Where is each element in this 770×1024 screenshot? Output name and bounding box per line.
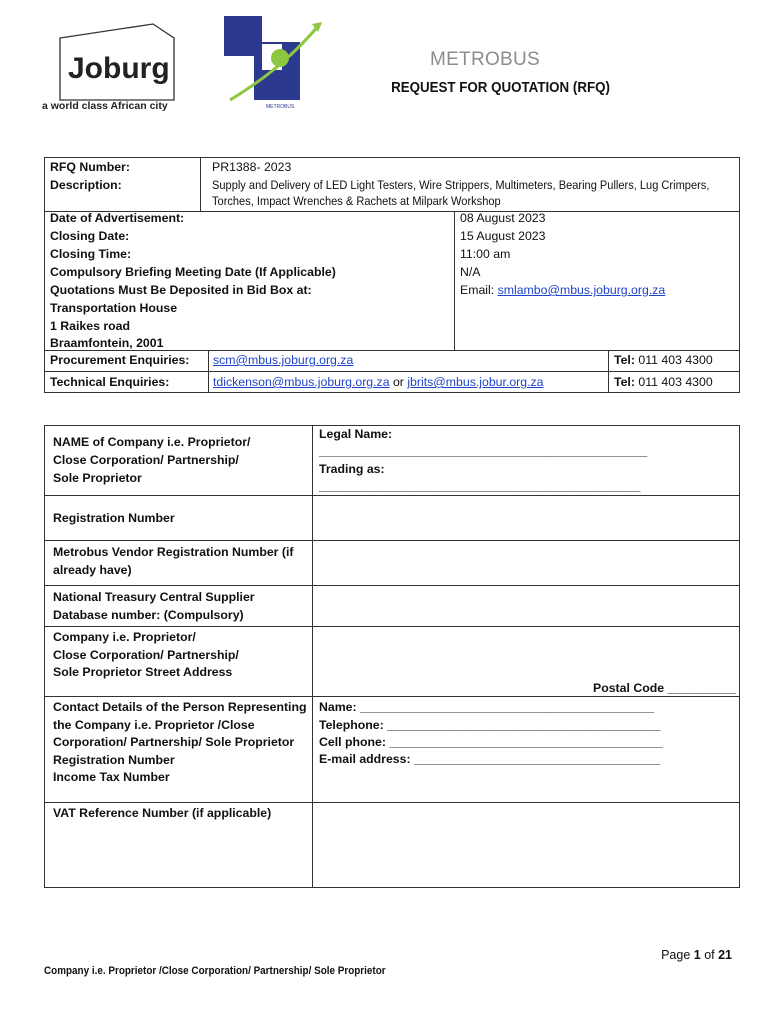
treasury-label-2: Database number: (Compulsory) xyxy=(53,608,244,622)
divider xyxy=(45,626,739,627)
contact-cellphone-field[interactable]: Cell phone: ________________________________________ xyxy=(319,735,663,749)
postal-code-field[interactable]: Postal Code __________ xyxy=(593,681,736,695)
joburg-logo-text: Joburg xyxy=(68,52,170,85)
tel-label: Tel: xyxy=(614,353,635,367)
page-title: METROBUS xyxy=(429,49,541,70)
procurement-email-link[interactable]: scm@mbus.joburg.org.za xyxy=(213,353,354,367)
page-of: of xyxy=(700,948,719,962)
procurement-enquiries-label: Procurement Enquiries: xyxy=(50,353,190,367)
street-address-label-3: Sole Proprietor Street Address xyxy=(53,665,233,679)
page-total: 21 xyxy=(718,948,732,962)
briefing-meeting-value: N/A xyxy=(460,265,481,279)
description-label: Description: xyxy=(50,178,122,192)
divider xyxy=(45,585,739,586)
company-details-table xyxy=(44,425,740,888)
metrobus-logo-caption: METROBUS xyxy=(266,104,295,110)
address-line-2: 1 Raikes road xyxy=(50,319,130,333)
procurement-tel xyxy=(614,353,713,367)
technical-emails xyxy=(213,375,544,389)
street-address-label-1: Company i.e. Proprietor/ xyxy=(53,630,196,644)
divider xyxy=(45,371,739,372)
joburg-logo xyxy=(38,12,188,112)
deposit-email xyxy=(460,283,665,297)
description-line-2: Torches, Impact Wrenches & Rachets at Milpark Workshop xyxy=(212,194,501,208)
contact-label-1: Contact Details of the Person Representing xyxy=(53,700,307,714)
divider xyxy=(45,802,739,803)
trading-as-field[interactable]: _______________________________________________ xyxy=(319,479,641,493)
company-name-label-3: Sole Proprietor xyxy=(53,471,142,485)
deposit-email-link[interactable]: smlambo@mbus.joburg.org.za xyxy=(497,283,666,297)
contact-email-field[interactable]: E-mail address: ____________________________________ xyxy=(319,752,661,766)
technical-tel xyxy=(614,375,713,389)
closing-date-value: 15 August 2023 xyxy=(460,229,546,243)
joburg-tagline: a world class African city xyxy=(42,100,168,112)
contact-telephone-field[interactable]: Telephone: ________________________________________ xyxy=(319,718,661,732)
divider xyxy=(45,540,739,541)
street-address-label-2: Close Corporation/ Partnership/ xyxy=(53,648,239,662)
advertisement-date-label: Date of Advertisement: xyxy=(50,211,185,225)
income-tax-label: Income Tax Number xyxy=(53,770,170,784)
tel-label: Tel: xyxy=(614,375,635,389)
page-subtitle: REQUEST FOR QUOTATION (RFQ) xyxy=(391,80,610,96)
tel-number: 011 403 4300 xyxy=(634,375,713,389)
or-text: or xyxy=(389,375,408,389)
vat-number-label: VAT Reference Number (if applicable) xyxy=(53,806,272,820)
company-name-label-2: Close Corporation/ Partnership/ xyxy=(53,453,239,467)
page-prefix: Page xyxy=(661,948,694,962)
contact-label-3: Corporation/ Partnership/ Sole Proprietor xyxy=(53,735,295,749)
technical-enquiries-label: Technical Enquiries: xyxy=(50,375,170,389)
trading-as-label: Trading as: xyxy=(319,462,385,476)
email-prefix: Email: xyxy=(460,283,498,297)
legal-name-label: Legal Name: xyxy=(319,427,393,441)
address-line-3: Braamfontein, 2001 xyxy=(50,336,164,350)
vendor-registration-label-1: Metrobus Vendor Registration Number (if xyxy=(53,545,294,559)
briefing-meeting-label: Compulsory Briefing Meeting Date (If Applicable) xyxy=(50,265,336,279)
divider xyxy=(454,211,455,351)
page-number xyxy=(661,948,732,962)
treasury-label-1: National Treasury Central Supplier xyxy=(53,590,255,604)
divider xyxy=(200,158,201,212)
divider xyxy=(45,350,739,351)
metrobus-logo xyxy=(216,14,326,110)
tel-number: 011 403 4300 xyxy=(634,353,713,367)
technical-email-link-1[interactable]: tdickenson@mbus.joburg.org.za xyxy=(213,375,390,389)
footer-company-line: Company i.e. Proprietor /Close Corporation/ Partnership/ Sole Proprietor xyxy=(44,965,386,977)
contact-label-2: the Company i.e. Proprietor /Close xyxy=(53,718,255,732)
rfq-info-table xyxy=(44,157,740,393)
rfq-number-value: PR1388- 2023 xyxy=(212,160,292,174)
description-line-1: Supply and Delivery of LED Light Testers, Wire Strippers, Multimeters, Bearing Pullers, Lug Crimpers, xyxy=(212,178,710,192)
closing-time-value: 11:00 am xyxy=(460,247,511,261)
closing-time-label: Closing Time: xyxy=(50,247,132,261)
company-name-label-1: NAME of Company i.e. Proprietor/ xyxy=(53,435,251,449)
contact-name-field[interactable]: Name: ___________________________________________ xyxy=(319,700,655,714)
rfq-number-label: RFQ Number: xyxy=(50,160,130,174)
vendor-registration-label-2: already have) xyxy=(53,563,132,577)
legal-name-field[interactable]: ________________________________________________ xyxy=(319,444,648,458)
address-line-1: Transportation House xyxy=(50,301,178,315)
page-current: 1 xyxy=(693,948,701,962)
advertisement-date-value: 08 August 2023 xyxy=(460,211,546,225)
contact-label-4: Registration Number xyxy=(53,753,175,767)
technical-email-link-2[interactable]: jbrits@mbus.jobur.org.za xyxy=(407,375,544,389)
deposit-label: Quotations Must Be Deposited in Bid Box at: xyxy=(50,283,312,297)
registration-number-label: Registration Number xyxy=(53,511,175,525)
closing-date-label: Closing Date: xyxy=(50,229,130,243)
